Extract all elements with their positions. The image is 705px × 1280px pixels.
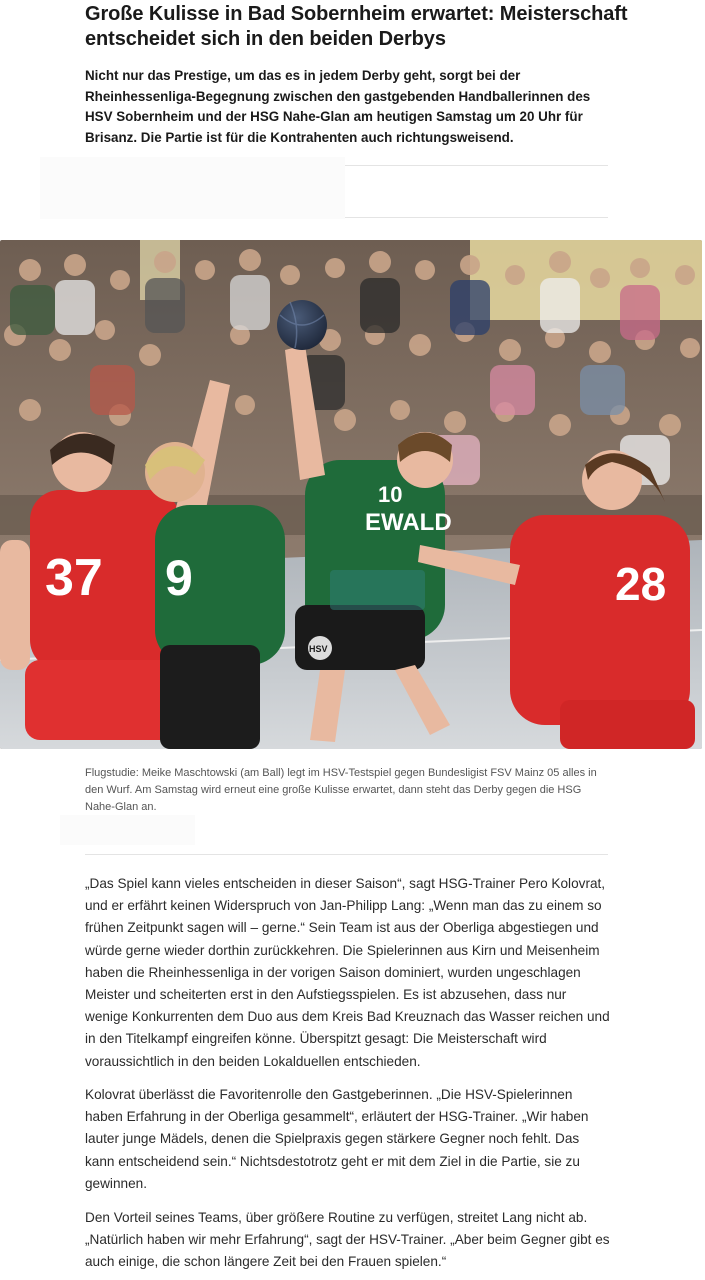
article-paragraph: Kolovrat überlässt die Favoritenrolle den Gastgeberinnen. „Die HSV-Spielerinnen haben Erfahrung in der Oberliga gesammelt“, erläutert der HSG-Trainer. „Wir haben lauter junge Mädels, denen die Spielpraxis gegen stärkere Gegner noch fehlt. Das kann entscheidend sein.“ Nichtsdestotrotz geht er mit dem Ziel in die Partie, sie zu gewinnen.	[85, 1087, 589, 1191]
team-badge: HSV	[309, 644, 328, 654]
article-paragraph: „Das Spiel kann vieles entscheiden in dieser Saison“, sagt HSG-Trainer Pero Kolovrat, und er erfährt keinen Widerspruch von Jan-Philipp Lang: „Wenn man das zu einem so frühen Zeitpunkt sagen will – gerne.“ Sein Team ist aus der Oberliga abgestiegen und würde gerne wieder dorthin zurückkehren. Die Spielerinnen aus Kirn und Meisenheim haben die Rheinhessenliga in der vorigen Saison dominiert, wurden ungeschlagen Meister und scheiterten erst in den Aufstiegsspielen. Es ist abzusehen, dass nur wenige Konkurrenten dem Duo aus dem Kreis Bad Kreuznach das Wasser reichen und in den Titelkampf eingreifen könne. Überspitzt gesagt: Die Meisterschaft wird voraussichtlich in den beiden Lokalduellen entschieden.	[85, 876, 610, 1069]
ad-placeholder	[40, 157, 345, 219]
article-headline: Große Kulisse in Bad Sobernheim erwartet: Meisterschaft entscheidet sich in den beiden Derbys	[85, 3, 628, 50]
ad-placeholder	[60, 815, 195, 845]
divider	[345, 165, 608, 166]
jersey-number-28: 28	[615, 558, 667, 610]
article-paragraph: Den Vorteil seines Teams, über größere Routine zu verfügen, streitet Lang nicht ab. „Natürlich haben wir mehr Erfahrung“, sagt der HSV-Trainer. „Aber beim Gegner gibt es auch einige, die schon längere Zeit bei den Frauen spielen.“	[85, 1210, 610, 1270]
jersey-number-37: 37	[45, 549, 103, 607]
photo-caption: Flugstudie: Meike Maschtowski (am Ball) legt im HSV-Testspiel gegen Bundesligist FSV Mainz 05 alles in den Wurf. Am Samstag wird erneut eine große Kulisse erwartet, dann steht das Derby gegen die HSG Nahe-Glan an.	[85, 767, 597, 813]
divider	[85, 854, 608, 855]
divider	[345, 217, 608, 218]
article-photo[interactable]	[0, 240, 702, 749]
handball-photo-illustration	[0, 240, 702, 749]
jersey-number-10: 10	[378, 482, 403, 507]
article-teaser: Nicht nur das Prestige, um das es in jedem Derby geht, sorgt bei der Rheinhessenliga-Begegnung zwischen den gastgebenden Handballerinnen des HSV Sobernheim und der HSG Nahe-Glan am heutigen Samstag um 20 Uhr für Brisanz. Die Partie ist für die Kontrahenten auch richtungsweisend.	[85, 68, 591, 145]
sponsor-logo: EWALD	[365, 509, 452, 536]
jersey-number-9: 9	[165, 550, 193, 606]
